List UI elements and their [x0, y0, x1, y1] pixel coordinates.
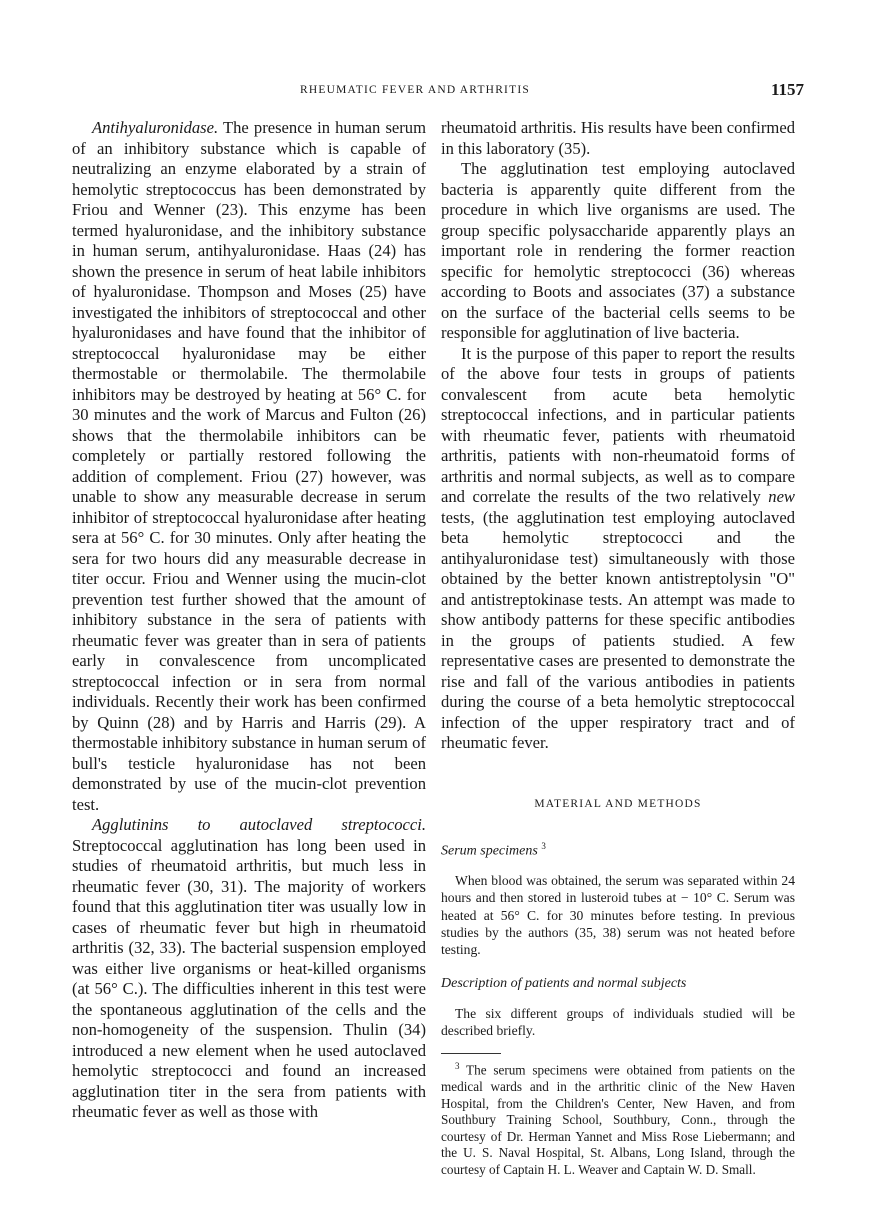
footnote-reference: 3 — [541, 841, 546, 851]
paragraph-continued: rheumatoid arthritis. His results have been confirmed in this laboratory (35). — [441, 118, 795, 158]
run-in-heading: Agglutinins to autoclaved streptococci. — [92, 815, 426, 834]
paragraph-serum-specimens: When blood was obtained, the serum was separated within 24 hours and then stored in lusteroid tubes at − 10° C. Serum was heated at 56° C. for 30 minutes before testing. In previous studies by the authors (35, 38) serum was not heated before testing. — [441, 873, 795, 957]
paragraph-antihyaluronidase — [72, 118, 426, 815]
paragraph-agglutinins — [72, 815, 426, 1123]
paragraph-description: The six different groups of individuals studied will be described briefly. — [441, 1005, 795, 1038]
emphasis-new: new — [768, 487, 795, 506]
paragraph-agglutination-test: The agglutination test employing autoclaved bacteria is apparently quite different from the procedure in which live organisms are used. The group specific polysaccharide apparently plays an important role in rendering the former reaction specific for hemolytic streptococci (36) whereas according to Boots and associates (37) a substance on the surface of the bacterial cells seems to be responsible for agglutination of live bacteria. — [441, 159, 795, 342]
footnote-text: The serum specimens were obtained from patients on the medical wards and in the arthritic clinic of the New Haven Hospital, from the Children's Center, New Haven, and from Southbury Training School, Southbury, Conn., through the courtesy of Dr. Herman Yannet and Miss Rose Liebermann; and the U. S. Naval Hospital, St. Albans, Long Island, through the courtesy of Captain H. L. Weaver and Captain W. D. Small. — [441, 1062, 795, 1178]
footnote — [441, 1058, 795, 1179]
paragraph-text: The presence in human serum of an inhibitory substance which is capable of neutralizing an enzyme elaborated by a strain of hemolytic streptococcus has been demonstrated by Friou and Wenner (23). This enzyme has been termed hyaluronidase, and the inhibitory substance in human serum, antihyaluronidase. Haas (24) has shown the presence in serum of heat labile inhibitors of hyaluronidase. Thompson and Moses (25) have investigated the inhibitors of streptococcal and other hyaluronidases and have found that the inhibitor of streptococcal hyaluronidase may be either thermostable or thermolabile. The thermolabile inhibitors may be destroyed by heating at 56° C. for 30 minutes and the work of Marcus and Fulton (26) shows that the thermolabile inhibitors can be completely or partially restored following the addition of complement. Friou (27) however, was unable to show any measurable decrease in serum inhibitor of streptococcal hyaluronidase after heating sera at 56° C. for 30 minutes. Only after heating the sera for two hours did any measurable decrease in titer occur. Friou and Wenner using the mucin-clot prevention test further showed that the amount of inhibitory substance in the sera of patients with rheumatic fever was greater than in sera of patients early in convalescence from uncomplicated streptococcal infection or in sera from normal individuals. Recently their work has been confirmed by Quinn (28) and by Harris and Harris (29). A thermostable inhibitory substance in human serum of bull's testicle hyaluronidase has not been demonstrated by use of the mucin-clot prevention test. — [72, 118, 426, 814]
subheading-description: Description of patients and normal subjects — [441, 976, 687, 992]
paragraph-text: tests, (the agglutination test employing autoclaved beta hemolytic streptococci and the antihyaluronidase test) simultaneously with those obtained by the better known antistreptolysin "O" and antistreptokinase tests. An attempt was made to show antibody patterns for these specific antibodies in the groups of patients studied. A few representative cases are presented to demonstrate the rise and fall of the various antibodies in patients during the course of a beta hemolytic streptococcal infection of the upper respiratory tract and of rheumatic fever. — [441, 507, 795, 752]
left-column — [72, 118, 426, 1123]
run-in-heading: Antihyaluronidase. — [92, 118, 219, 137]
running-head: RHEUMATIC FEVER AND ARTHRITIS — [300, 84, 530, 96]
footnote-divider — [441, 1053, 501, 1054]
page-number: 1157 — [771, 80, 805, 99]
section-heading: MATERIAL AND METHODS — [534, 797, 702, 810]
footnote-mark: 3 — [455, 1061, 460, 1072]
paragraph-purpose — [441, 344, 795, 754]
paragraph-text: Streptococcal agglutination has long been used in studies of rheumatoid arthritis, but much less in rheumatic fever (30, 31). The majority of workers found that this agglutination titer was usually low in cases of rheumatic fever but high in rheumatoid arthritis (32, 33). The bacterial suspension employed was either live organisms or heat-killed organisms (at 56° C.). The difficulties inherent in this test were the spontaneous agglutination of the cells and the non-homogeneity of the suspension. Thulin (34) introduced a new element when he used autoclaved hemolytic streptococci and found an increased agglutination titer in the sera from patients with rheumatic fever as well as those with — [72, 835, 426, 1121]
paragraph-text: It is the purpose of this paper to report the results of the above four tests in groups of patients convalescent from acute beta hemolytic streptococcal infections, and in particular patients with rheumatic fever, patients with rheumatoid arthritis, patients with non-rheumatoid forms of arthritis and normal subjects, as well as to compare and correlate the results of the two relatively — [441, 343, 795, 506]
right-column — [441, 118, 795, 1179]
subheading-serum-specimens: Serum specimens $^3$ — [441, 841, 546, 859]
